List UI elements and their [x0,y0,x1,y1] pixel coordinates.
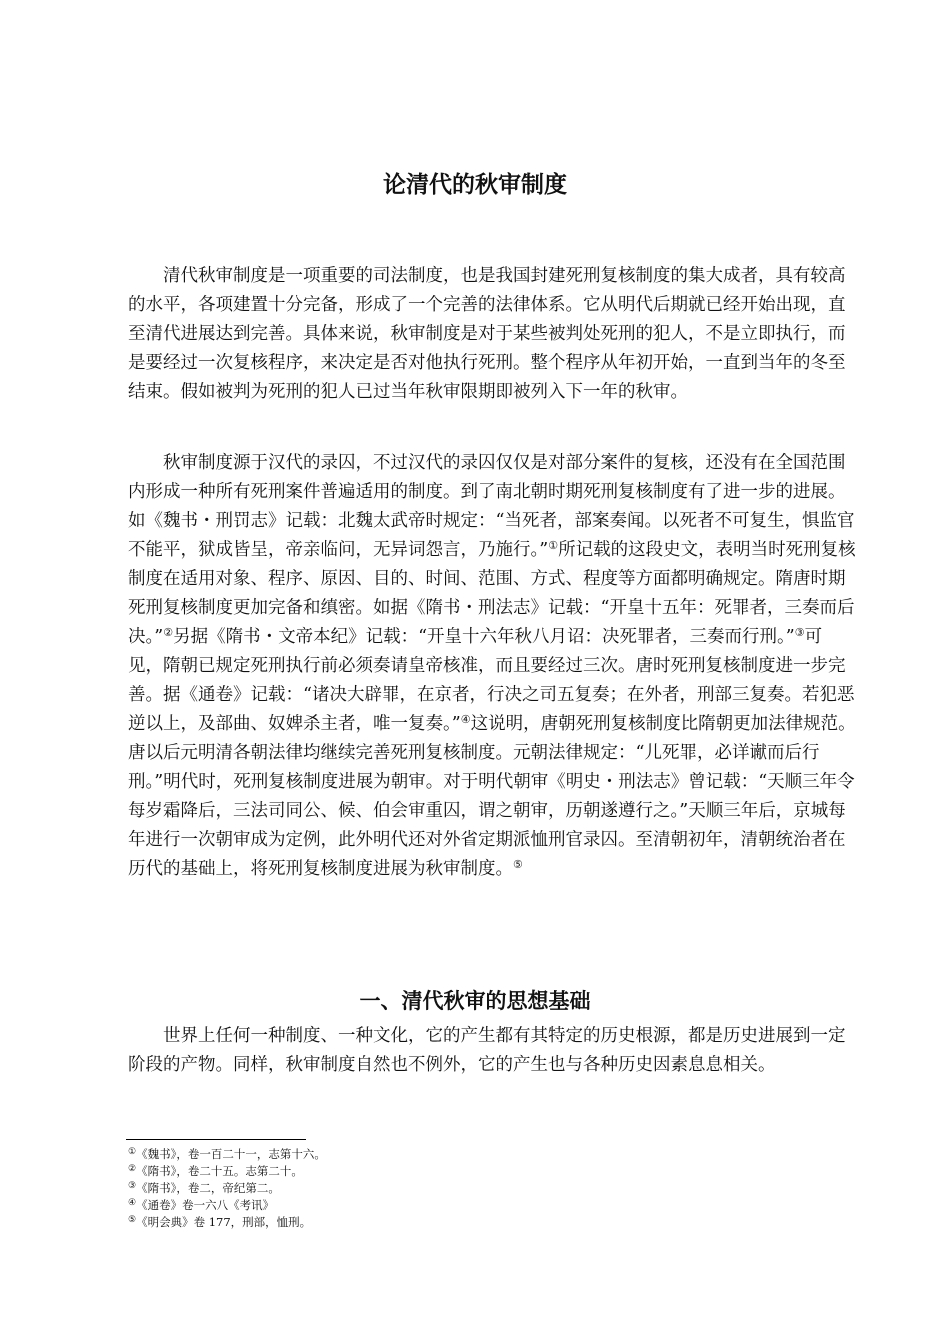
intro-paragraph-2 [128,449,856,884]
paragraph-text: 这说明，唐朝死刑复核制度比隋朝更加法律规范。唐以后元明清各朝法律均继续完善死刑复核制度。元朝法律规定：“儿死罪，必详谳而后行刑。”明代时，死刑复核制度进展为朝审。对于明代朝审《明史・刑法志》曾记载：“天顺三年令每岁霜降后，三法司同公、候、伯会审重囚，谓之朝审，历朝遂遵行之。”天顺三年后，京城每年进行一次朝审成为定例，此外明代还对外省定期派恤刑官录囚。至清朝初年，清朝统治者在历代的基础上，将死刑复核制度进展为秋审制度。 [128,714,856,879]
footnote-mark: ⑤ [128,1215,137,1225]
footnote-ref[interactable]: ② [163,626,174,639]
footnote-list [128,1145,326,1230]
footnote-text: 《通卷》卷一六八《考讯》 [136,1198,275,1212]
footnote-text: 《魏书》，卷一百二十一，志第十六。 [136,1147,326,1161]
paragraph-text: 清代秋审制度是一项重要的司法制度，也是我国封建死刑复核制度的集大成者，具有较高的水平，各项建置十分完备，形成了一个完善的法律体系。它从明代后期就已经开始出现，直至清代进展达到完善。具体来说，秋审制度是对于某些被判处死刑的犯人，不是立即执行，而是要经过一次复核程序，来决定是否对他执行死刑。整个程序从年初开始，一直到当年的冬至结束。假如被判为死刑的犯人已过当年秋审限期即被列入下一年的秋审。 [128,266,846,402]
intro-paragraph-1 [128,262,856,407]
footnote-mark: ② [128,1164,137,1174]
footnote-item [128,1213,326,1230]
footnote-item [128,1179,326,1196]
footnote-divider [126,1139,306,1140]
paragraph-text: 秋审制度源于汉代的录囚，不过汉代的录囚仅仅是对部分案件的复核，还没有在全国范围内形成一种所有死刑案件普遍适用的制度。到了南北朝时期死刑复核制度有了进一步的进展。如《魏书・刑罚志》记载：北魏太武帝时规定：“当死者，部案奏闻。以死者不可复生，惧监官不能平，狱成皆呈，帝亲临问，无异词怨言，乃施行。” [128,453,855,560]
footnote-mark: ③ [128,1181,137,1191]
footnote-ref[interactable]: ③ [794,626,805,639]
footnote-item [128,1196,326,1213]
footnote-ref[interactable]: ① [548,539,559,552]
footnote-text: 《明会典》卷 177，刑部，恤刑。 [136,1215,312,1229]
footnote-text: 《隋书》，卷二，帝纪第二。 [136,1181,280,1195]
footnote-mark: ① [128,1147,137,1157]
paragraph-text: 另据《隋书・文帝本纪》记载：“开皇十六年秋八月诏：决死罪者，三奏而行刑。” [173,627,795,647]
footnote-item [128,1162,326,1179]
section-heading: 一、清代秋审的思想基础 [359,989,591,1013]
footnote-ref[interactable]: ⑤ [513,858,523,871]
paragraph-text: 可见，隋朝已规定死刑执行前必须奏请皇帝核准，而且要经过三次。唐时死刑复核制度进一步完善。据《通卷》记载：“诸决大辟罪，在京者，行决之司五复奏；在外者，刑部三复奏。若犯恶逆以上，及部曲、奴婢杀主者，唯一复奏。” [128,627,855,734]
page-title: 论清代的秋审制度 [383,172,567,198]
footnote-item [128,1145,326,1162]
footnote-mark: ④ [128,1198,137,1208]
paragraph-text: 所记载的这段史文，表明当时死刑复核制度在适用对象、程序、原因、目的、时间、范围、方式、程度等方面都明确规定。隋唐时期死刑复核制度更加完备和缜密。如据《隋书・刑法志》记载：“开皇十五年：死罪者，三奏而后决。” [128,540,856,647]
footnote-text: 《隋书》，卷二十五。志第二十。 [136,1164,303,1178]
section-paragraph: 世界上任何一种制度、一种文化，它的产生都有其特定的历史根源，都是历史进展到一定阶段的产物。同样，秋审制度自然也不例外，它的产生也与各种历史因素息息相关。 [128,1026,846,1075]
footnote-ref[interactable]: ④ [460,713,471,726]
